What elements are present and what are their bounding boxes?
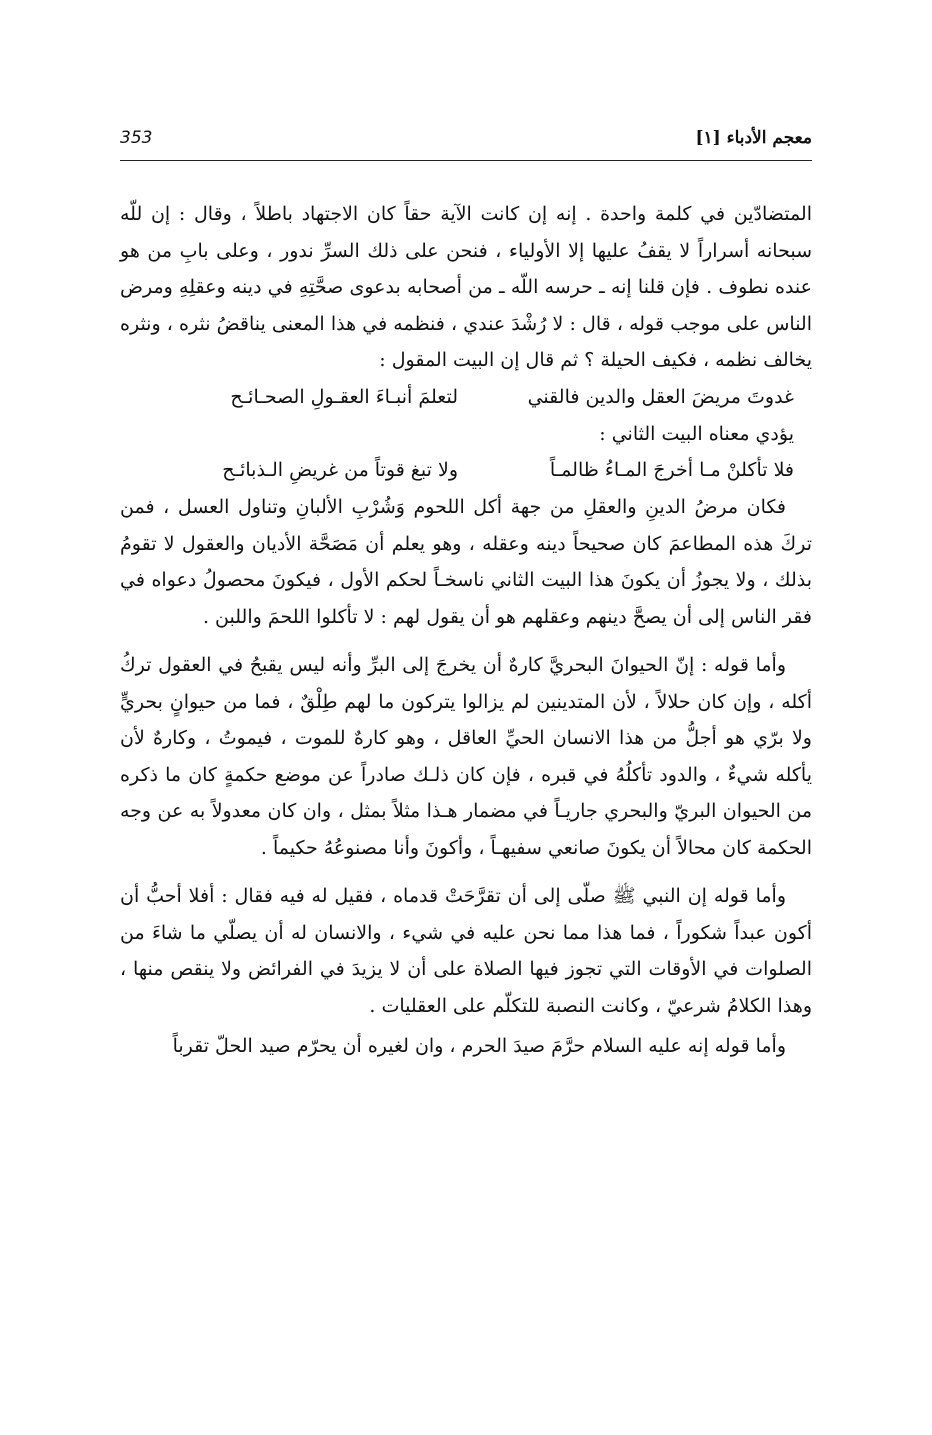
paragraph-5: وأما قوله إن النبي ﷺ صلّى إلى أن تقرَّحَتْ قدماه ، فقيل له فيه فقال : أفلا أحبُّ أن أكون عبداً شكوراً ، فما هذا مما نحن عليه في شيء ، والانسان له أن يصلّي ما شاءَ من الصلوات في الأوقات التي تجوز فيها الصلاة على أن لا يزيدَ في الفرائض ولا ينقص منها ، وهذا الكلامُ شرعيّ ، وكانت النصبة للتكلّم على العقليات . <box>120 885 812 1017</box>
running-title: معجم الأدباء [١] <box>695 128 812 148</box>
paragraph-6: وأما قوله إنه عليه السلام حرَّمَ صيدَ الحرم ، وان لغيره أن يحرّم صيد الحلّ تقرباً <box>172 1035 786 1057</box>
page-header <box>120 128 812 158</box>
verse-line-1 <box>120 379 812 416</box>
header-rule <box>120 160 812 161</box>
verse-1-first-hemistich: غدوتَ مريضَ العقل والدين فالقني <box>527 385 794 408</box>
verse-2-second-hemistich: ولا تبغ قوتاً من غريضِ الـذبائـح <box>222 459 458 481</box>
verse-2-first-hemistich: فلا تأكلنْ مـا أخرجَ المـاءُ ظالمـاً <box>549 459 794 481</box>
paragraph-1: المتضادّين في كلمة واحدة . إنه إن كانت الآية حقاً كان الاجتهاد باطلاً ، وقال : إن للّه سبحانه أسراراً لا يقفُ عليها إلا الأولياء ، فنحن على ذلك السرِّ ندور ، وعلى بابِ من هو عنده نطوف . فإن قلنا إنه ـ حرسه اللّه ـ من أصحابه بدعوى صحَّتِهِ في دينه وعقلِهِ ومرض الناس على موجب قوله ، قال : لا رُشْدَ عندي ، فنظمه في هذا المعنى يناقضُ نثره ، ونثره يخالف نظمه ، فكيف الحيلة ؟ ثم قال إن البيت المقول : <box>120 203 812 371</box>
verse-line-2 <box>120 452 812 489</box>
verse-1-second-hemistich: لتعلمَ أنبـاءَ العقـولِ الصحـائـح <box>230 385 458 408</box>
paragraph-4: وأما قوله : إنّ الحيوانَ البحريَّ كارهٌ أن يخرجَ إلى البرِّ وأنه ليس يقبحُ في العقول تركُ أكله ، وإن كان حلالاً ، لأن المتدينين لم يزالوا يتركون ما لهم طِلْقٌ ، فما من حيوانٍ بحريٍّ ولا برّي هو أجلُّ من هذا الانسان الحيِّ العاقل ، وهو كارهٌ للموت ، فيموتُ ، وكارهٌ لأن يأكله شيءٌ ، والدود تأكلُهُ في قبره ، فإن كان ذلـك صادراً عن موضع حكمةٍ كان ما ذكره من الحيوان البريّ والبحري جاريـاً في مضمار هـذا مثلاً بمثل ، وان كان معدولاً به عن وجه الحكمة كان محالاً أن يكونَ صانعي سفيهـاً ، وأكونَ وأنا مصنوعُهُ حكيماً . <box>120 654 812 859</box>
page-body <box>120 196 812 1065</box>
page-number: 353 <box>120 128 153 148</box>
paragraph-2: يؤدي معناه البيت الثاني : <box>599 422 794 445</box>
paragraph-3: فكان مرضُ الدينِ والعقلِ من جهة أكل اللحوم وَشُرْبِ الألبانِ وتناول العسل ، فمن تركَ هذه المطاعمَ كان صحيحاً دينه وعقله ، وهو يعلم أن مَصَحَّة الأديان والعقول لا تقومُ بذلك ، ولا يجوزُ أن يكونَ هذا البيت الثاني ناسخـاً لحكم الأول ، فيكونَ محصولُ دعواه في فقر الناس إلى أن يصحَّ دينهم وعقلهم هو أن يقول لهم : لا تأكلوا اللحمَ واللبن . <box>120 496 812 628</box>
